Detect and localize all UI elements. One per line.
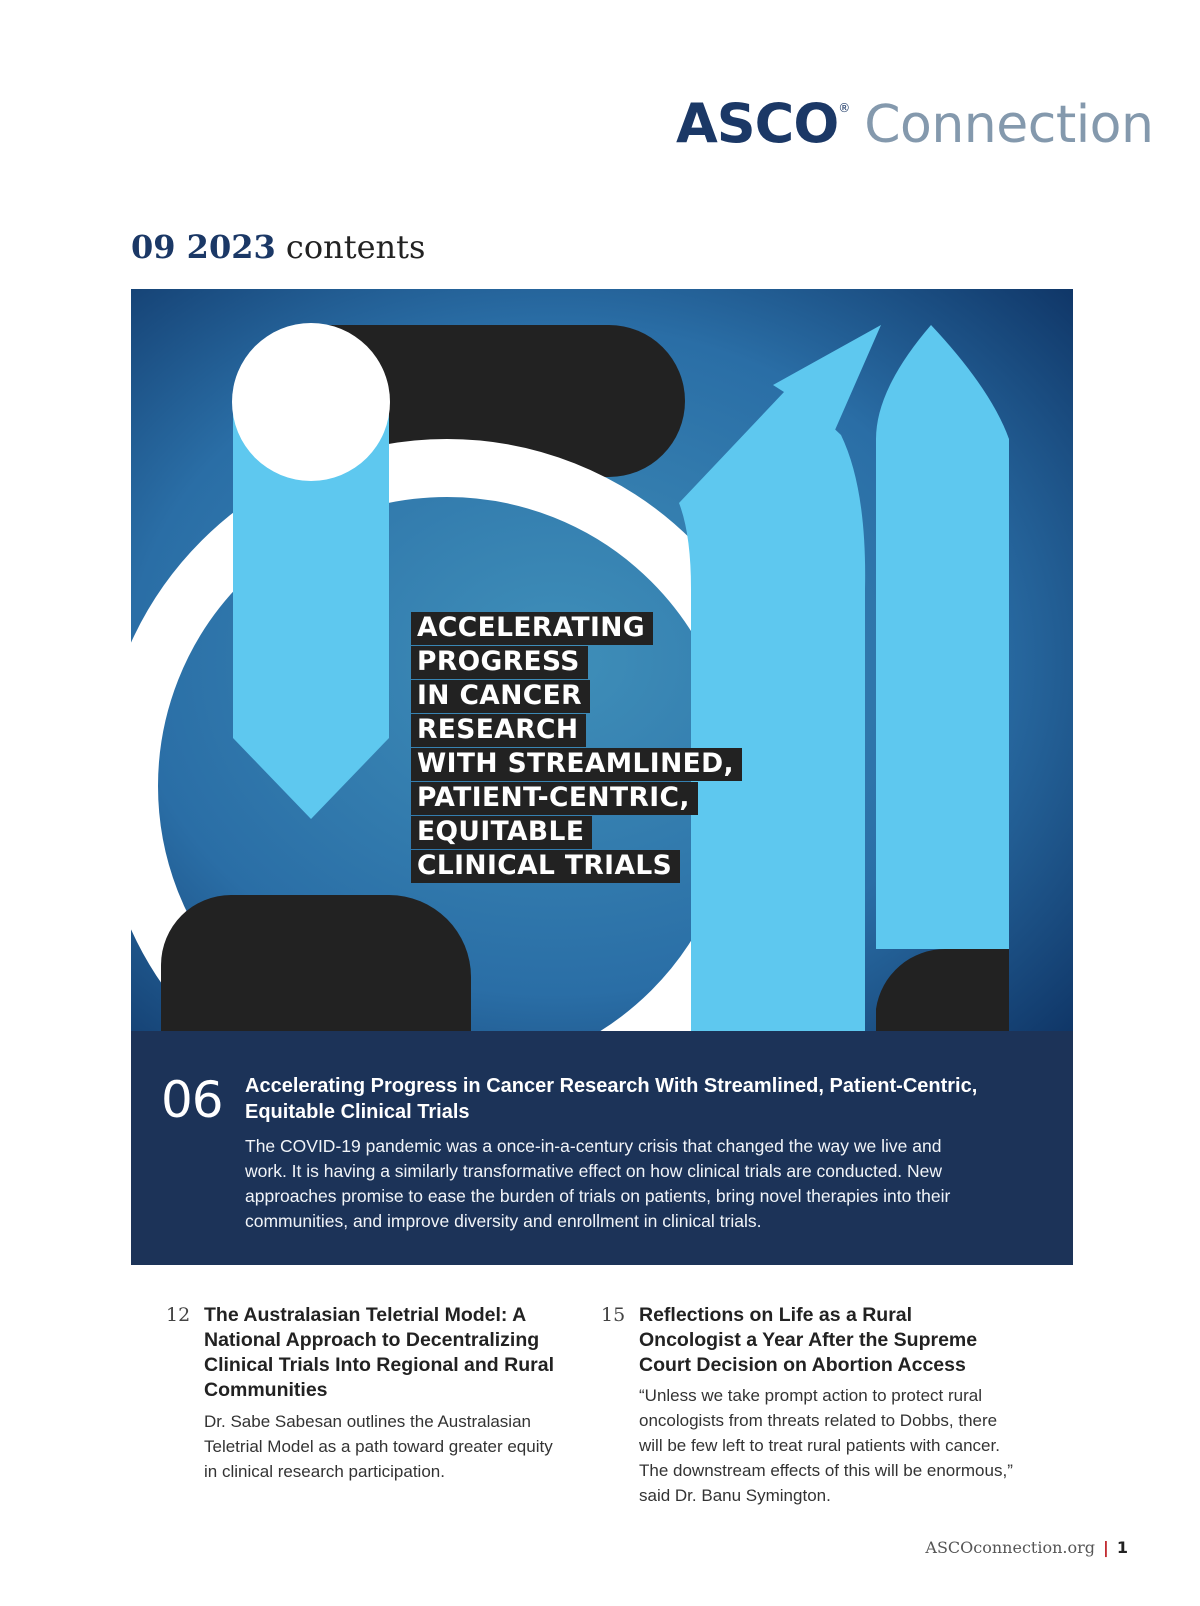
feature-description: The COVID-19 pandemic was a once-in-a-century crisis that changed the way we live and work. It is having a similarly transformative effect on how clinical trials are conducted. New approaches promise to ease the burden of trials on patients, bring novel therapies into their communities, and improve diversity and enrollment in clinical trials. xyxy=(245,1136,951,1231)
masthead-logo xyxy=(676,92,1154,155)
entry-page-number: 12 xyxy=(166,1304,191,1326)
white-circle xyxy=(232,323,390,481)
cover-title-line: RESEARCH xyxy=(411,714,586,747)
contents-heading xyxy=(131,228,425,266)
feature-article[interactable] xyxy=(131,1031,1073,1265)
logo-registered-mark: ® xyxy=(838,101,851,115)
feature-title[interactable]: Accelerating Progress in Cancer Research With Streamlined, Patient-Centric, Equitable Clinical Trials xyxy=(245,1075,978,1123)
entry-title[interactable]: Reflections on Life as a Rural Oncologist a Year After the Supreme Court Decision on Abortion Access xyxy=(639,1304,978,1376)
entry-title[interactable]: The Australasian Teletrial Model: A National Approach to Decentralizing Clinical Trials Into Regional and Rural Communities xyxy=(204,1304,554,1401)
page-footer xyxy=(925,1538,1128,1557)
entry-description: Dr. Sabe Sabesan outlines the Australasian Teletrial Model as a path toward greater equity in clinical research participation. xyxy=(204,1412,553,1481)
cover-title-line: EQUITABLE xyxy=(411,816,592,849)
issue-date: 09 2023 xyxy=(131,228,276,266)
feature-page-number: 06 xyxy=(161,1071,223,1129)
cover-title xyxy=(411,611,742,883)
cover-title-line: CLINICAL TRIALS xyxy=(411,850,680,883)
cover-title-line: WITH STREAMLINED, xyxy=(411,748,742,781)
contents-word: contents xyxy=(285,228,426,266)
cover-illustration xyxy=(131,289,1073,1031)
dark-pill-bottom-left xyxy=(161,895,471,1031)
footer-page-number: 1 xyxy=(1116,1538,1128,1557)
light-blue-column-right xyxy=(876,325,1009,949)
cover-title-line: PATIENT-CENTRIC, xyxy=(411,782,698,815)
logo-brand: ASCO xyxy=(676,92,839,155)
footer-site-link[interactable]: ASCOconnection.org xyxy=(925,1538,1096,1557)
cover-title-line: ACCELERATING xyxy=(411,612,653,645)
footer-separator: | xyxy=(1103,1538,1109,1557)
cover-title-line: IN CANCER xyxy=(411,680,590,713)
entry-description: “Unless we take prompt action to protect rural oncologists from threats related to Dobbs, there will be few left to treat rural patients with cancer. The downstream effects of this will be enormous,” said Dr. Banu Symington. xyxy=(639,1386,1013,1505)
logo-name: Connection xyxy=(864,95,1154,155)
cover-title-line: PROGRESS xyxy=(411,646,588,679)
entry-page-number: 15 xyxy=(601,1304,626,1326)
